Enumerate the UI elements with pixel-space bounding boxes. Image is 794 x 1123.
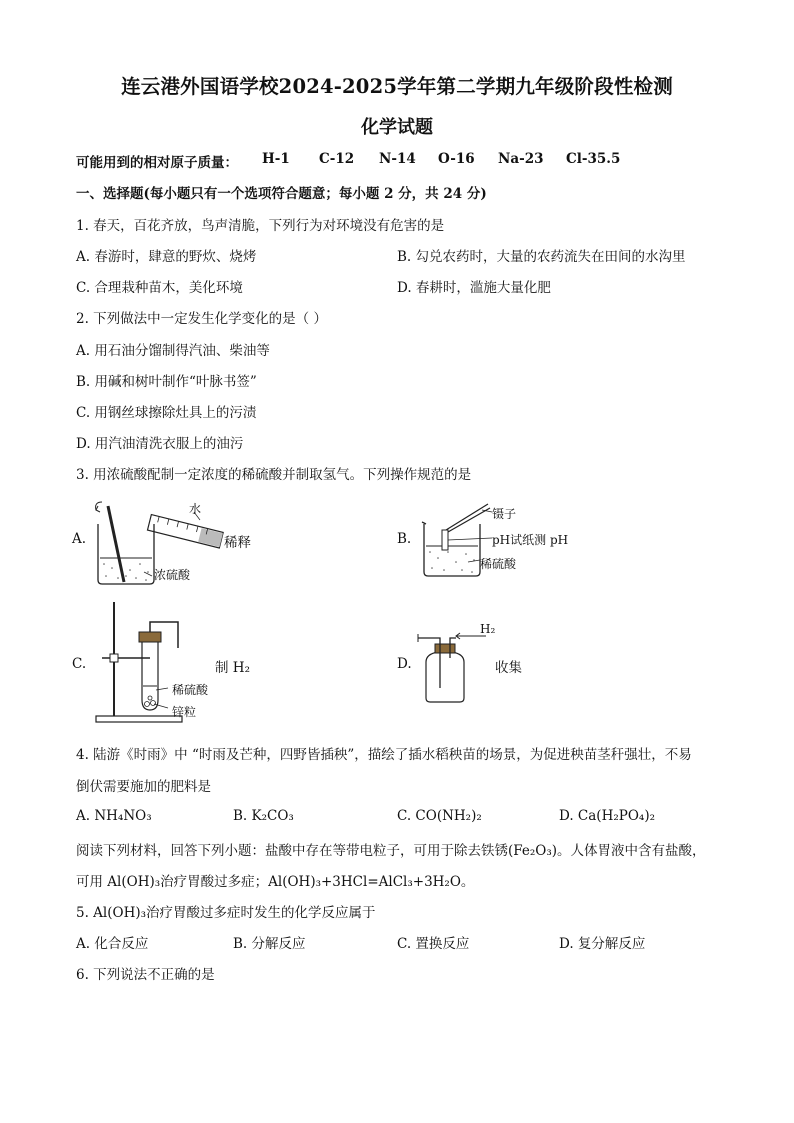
- q5-option-c: C. 置换反应: [397, 936, 470, 952]
- q3-option-d-letter: D.: [397, 656, 412, 672]
- q6-stem: 6. 下列说法不正确的是: [76, 967, 215, 983]
- page-subtitle: 化学试题: [361, 117, 433, 138]
- q3a-action-label: 稀释: [224, 535, 251, 551]
- q1-option-c: C. 合理栽种苗木，美化环境: [76, 280, 243, 296]
- q3c-zinc-label: 锌粒: [172, 705, 197, 719]
- q3c-acid-label: 稀硫酸: [172, 683, 209, 697]
- q2-option-b: B. 用碱和树叶制作“叶脉书签”: [76, 374, 257, 390]
- atomic-mass-c: C-12: [319, 151, 355, 167]
- q2-option-d: D. 用汽油清洗衣服上的油污: [76, 436, 244, 452]
- section-heading: 一、选择题(每小题只有一个选项符合题意；每小题 2 分，共 24 分): [76, 186, 487, 202]
- atomic-mass-cl: Cl-35.5: [566, 151, 621, 167]
- q5-option-d: D. 复分解反应: [559, 936, 646, 952]
- q3-option-b-letter: B.: [397, 531, 412, 547]
- q3-stem: 3. 用浓硫酸配制一定浓度的稀硫酸并制取氢气。下列操作规范的是: [76, 467, 472, 483]
- q2-option-c: C. 用钢丝球擦除灶具上的污渍: [76, 405, 257, 421]
- q4-option-a: A. NH₄NO₃: [76, 808, 152, 824]
- q3-option-a-letter: A.: [72, 531, 87, 547]
- q3c-action-label: 制 H₂: [215, 660, 250, 676]
- q3d-action-label: 收集: [495, 660, 522, 676]
- q5-option-a: A. 化合反应: [76, 936, 149, 952]
- q1-option-d: D. 春耕时，滥施大量化肥: [397, 280, 551, 296]
- page-title: 连云港外国语学校2024-2025学年第二学期九年级阶段性检测: [121, 75, 673, 98]
- q3b-tweezers-label: 镊子: [492, 507, 517, 521]
- q3-option-c-letter: C.: [72, 656, 87, 672]
- q5-stem: 5. Al(OH)₃治疗胃酸过多症时发生的化学反应属于: [76, 905, 376, 921]
- q3b-acid-label: 稀硫酸: [480, 557, 517, 571]
- q4-option-b: B. K₂CO₃: [233, 808, 294, 824]
- q3a-water-label: 水: [189, 502, 202, 516]
- reading-line2: 可用 Al(OH)₃治疗胃酸过多症；Al(OH)₃+3HCl=AlCl₃+3H₂O。: [76, 874, 475, 890]
- q2-stem: 2. 下列做法中一定发生化学变化的是（ ）: [76, 311, 327, 327]
- atomic-mass-na: Na-23: [498, 151, 544, 167]
- q2-option-a: A. 用石油分馏制得汽油、柴油等: [76, 343, 270, 359]
- q4-stem-line2: 倒伏需要施加的肥料是: [76, 779, 211, 795]
- q4-option-d: D. Ca(H₂PO₄)₂: [559, 808, 655, 824]
- atomic-mass-n: N-14: [379, 151, 416, 167]
- reading-line1: 阅读下列材料，回答下列小题：盐酸中存在等带电粒子，可用于除去铁锈(Fe₂O₃)。人体胃液中含有盐酸，: [76, 843, 706, 859]
- q5-option-b: B. 分解反应: [233, 936, 306, 952]
- q4-stem-line1: 4. 陆游《时雨》中 “时雨及芒种，四野皆插秧”，描绘了插水稻秧苗的场景，为促进秧苗茎秆强壮，不易: [76, 747, 692, 763]
- q4-option-c: C. CO(NH₂)₂: [397, 808, 482, 824]
- atomic-mass-o: O-16: [438, 151, 475, 167]
- q3a-acid-label: 浓硫酸: [154, 568, 191, 582]
- q1-option-a: A. 春游时，肆意的野炊、烧烤: [76, 249, 257, 265]
- atomic-mass-h: H-1: [262, 151, 290, 167]
- atomic-mass-label: 可能用到的相对原子质量：: [76, 155, 238, 171]
- q3b-ph-label: pH试纸测 pH: [492, 533, 569, 547]
- q1-option-b: B. 勾兑农药时，大量的农药流失在田间的水沟里: [397, 249, 686, 265]
- q3d-gas-label: H₂: [480, 622, 496, 636]
- q1-stem: 1. 春天，百花齐放，鸟声清脆，下列行为对环境没有危害的是: [76, 218, 445, 234]
